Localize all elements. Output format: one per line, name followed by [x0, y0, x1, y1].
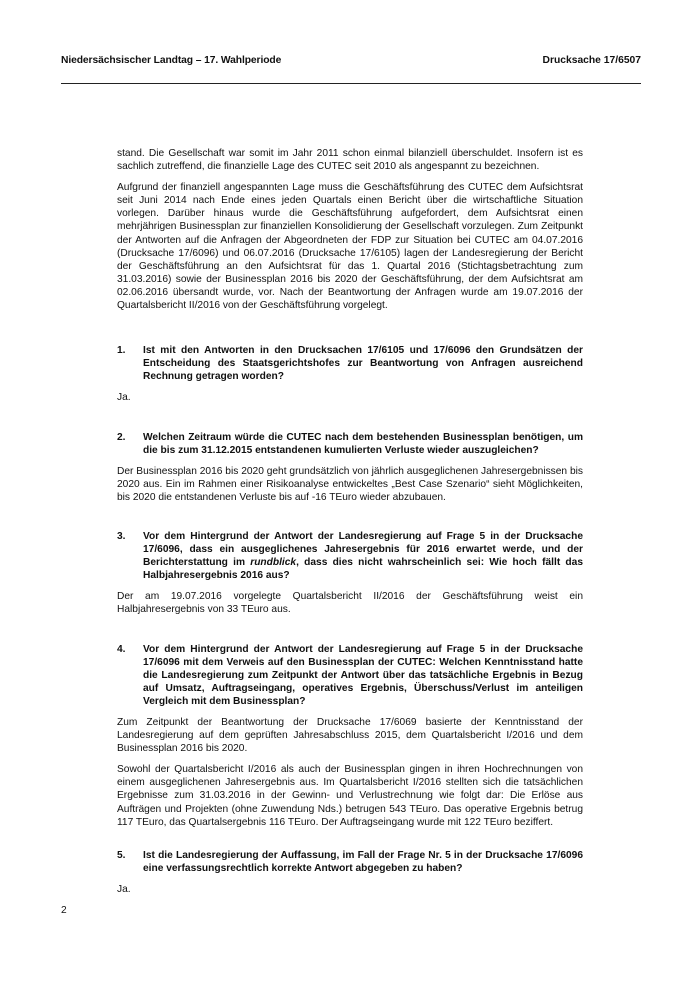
document-body [117, 147, 583, 896]
question-1 [117, 344, 583, 383]
question-5 [117, 849, 583, 875]
question-4 [117, 643, 583, 708]
question-text: Vor dem Hintergrund der Antwort der Landesregierung auf Frage 5 in der Drucksache 17/6096 mit dem Verweis auf den Businessplan der CUTEC: Welchen Kenntnisstand hatte die Landesregierung zum Zeitpunkt der Antwort über das tatsächliche Ergebnis in Bezug auf Umsatz, Auftragseingang, operatives Ergebnis, Überschuss/Verlust im anteiligen Vergleich mit dem Businessplan? [143, 643, 583, 707]
intro-paragraph-2: Aufgrund der finanziell angespannten Lage muss die Geschäftsführung des CUTEC dem Aufsichtsrat seit Juni 2014 nach Ende eines jeden Quartals einen Bericht über die wirtschaftliche Situation vorlegen. Darüber hinaus wurde die Geschäftsführung aufgefordert, dem Aufsichtsrat einen mehrjährigen Businessplan zur finanziellen Konsolidierung der Gesellschaft vorzulegen. Zum Zeitpunkt der Antworten auf die Anfragen der Abgeordneten der FDP zur Situation bei CUTEC am 04.07.2016 (Drucksache 17/6096) und 06.07.2016 (Drucksache 17/6105) lagen der Landesregierung der Bericht der Geschäftsführung an den Aufsichtsrat für das 1. Quartal 2016 (Stichtagsbetrachtung zum 31.03.2016) sowie der Businessplan 2016 bis 2020 der Geschäftsführung, der dem Aufsichtsrat am 02.06.2016 übersandt wurde, vor. Nach der Beantwortung der Anfragen wurde am 19.07.2016 der Quartalsbericht II/2016 von der Geschäftsführung vorgelegt. [117, 182, 583, 312]
header-document-number: Drucksache 17/6507 [542, 55, 641, 66]
question-2 [117, 431, 583, 457]
header-parliament: Niedersächsischer Landtag – 17. Wahlperiode [61, 55, 282, 66]
page-header [61, 55, 641, 84]
publication-name: rundblick [250, 557, 297, 569]
page-number: 2 [61, 905, 67, 916]
question-text [143, 531, 583, 581]
question-text: Ist mit den Antworten in den Drucksachen 17/6105 und 17/6096 den Grundsätzen der Entscheidung des Staatsgerichtshofes zur Beantwortung von Anfragen ausreichend Rechnung getragen worden? [143, 345, 583, 383]
question-number: 4. [117, 643, 126, 655]
answer-4a: Zum Zeitpunkt der Beantwortung der Drucksache 17/6069 basierte der Kenntnisstand der Landesregierung auf dem geprüften Jahresabschluss 2015, dem Quartalsbericht I/2016 und dem Businessplan 2016 bis 2020. [117, 717, 583, 755]
question-number: 3. [117, 530, 126, 542]
question-text-part: Vor dem Hintergrund der Antwort der Landesregierung auf Frage 5 in der Drucksache 17/6096, dass ein ausgeglichenes Jahresergebnis für 2016 erwartet werde, und der Berichterstattung im [143, 530, 583, 569]
answer-1: Ja. [117, 392, 131, 404]
answer-2: Der Businessplan 2016 bis 2020 geht grundsätzlich von jährlich ausgeglichenen Jahresergebnissen bis 2020 aus. Ein im Rahmen einer Risikoanalyse entwickeltes „Best Case Szenario“ sieht Möglichkeiten, bis 2020 die entstandenen Verluste bis auf -16 TEuro wieder abzubauen. [117, 465, 583, 503]
question-text: Welchen Zeitraum würde die CUTEC nach dem bestehenden Businessplan benötigen, um die bis zum 31.12.2015 entstandenen kumulierten Verluste wieder auszugleichen? [143, 431, 583, 456]
question-text-part: , dass dies nicht wahrscheinlich sei: Wie hoch fällt das Halbjahresergebnis 2016 aus? [143, 557, 583, 582]
question-3 [117, 530, 583, 582]
question-number: 5. [117, 849, 126, 861]
answer-5: Ja. [117, 883, 131, 895]
question-number: 1. [117, 345, 126, 357]
intro-paragraph-1: stand. Die Gesellschaft war somit im Jahr 2011 schon einmal bilanziell überschuldet. Insofern ist es sachlich zutreffend, die finanzielle Lage des CUTEC seit 2010 als angespannt zu bezeichnen. [117, 148, 583, 173]
question-number: 2. [117, 431, 126, 443]
question-text: Ist die Landesregierung der Auffassung, im Fall der Frage Nr. 5 in der Drucksache 17/6096 eine verfassungsrechtlich korrekte Antwort abgegeben zu haben? [143, 849, 583, 874]
answer-3: Der am 19.07.2016 vorgelegte Quartalsbericht II/2016 der Geschäftsführung weist ein Halbjahresergebnis von 33 TEuro aus. [117, 591, 583, 616]
answer-4b: Sowohl der Quartalsbericht I/2016 als auch der Businessplan gingen in ihren Hochrechnungen von einem ausgeglichenen Jahresergebnis aus. Im Quartalsbericht I/2016 stellten sich die tatsächlichen Ergebnisse zum 31.03.2016 in der Gewinn- und Verlustrechnung wie folgt dar: Die Erlöse aus Aufträgen und Projekten (ohne Zuwendung Nds.) betrugen 543 TEuro. Das operative Ergebnis betrug 117 TEuro, das Quartalsergebnis 116 TEuro. Der Auftragseingang wurde mit 122 TEuro beziffert. [117, 764, 583, 828]
